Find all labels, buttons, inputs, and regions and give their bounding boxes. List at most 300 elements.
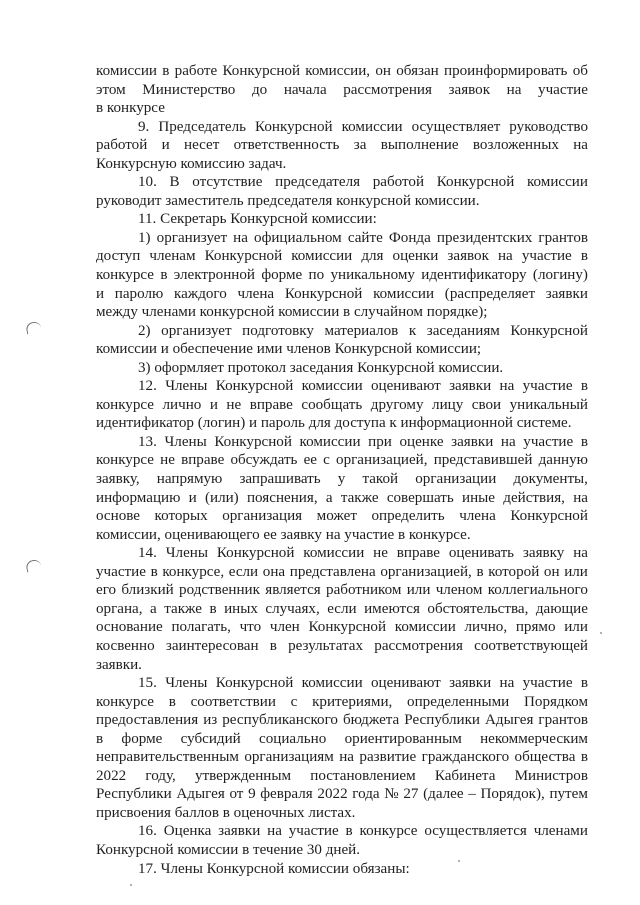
word: года <box>352 786 380 803</box>
word: (далее <box>423 786 464 803</box>
word: форме <box>121 730 163 747</box>
word: Конкурсной <box>510 322 588 339</box>
word: заседаниям <box>426 322 500 339</box>
word: подготовку <box>242 322 314 339</box>
word: – <box>468 786 476 803</box>
text-line <box>96 767 588 786</box>
word: оценки <box>392 248 439 265</box>
word: сообщать <box>301 396 363 413</box>
word: на <box>573 545 588 562</box>
word: за <box>353 137 367 154</box>
word: председателя <box>275 174 361 191</box>
word: грантов <box>538 712 588 729</box>
word: ответственность <box>233 137 340 154</box>
word: сайте <box>347 229 383 246</box>
text-line <box>96 748 588 767</box>
word: 14. <box>138 545 157 562</box>
word: форме <box>261 267 303 284</box>
word: Председатель <box>158 118 247 135</box>
word: 10. <box>138 174 157 191</box>
word: обязан <box>396 63 439 79</box>
word: официальном <box>254 229 342 246</box>
word: представившей <box>433 452 533 469</box>
word: участие <box>521 248 572 265</box>
word: Фонда <box>388 229 431 246</box>
word: данную <box>538 452 588 469</box>
word: работником <box>326 582 402 599</box>
word: выполнение <box>380 137 459 154</box>
word: членами <box>533 823 588 840</box>
word: и <box>209 396 218 413</box>
word: близкий <box>121 582 174 599</box>
word: иных <box>224 600 258 617</box>
word: другому <box>370 396 424 413</box>
text-line <box>96 433 588 452</box>
word: комиссии <box>373 285 435 302</box>
word: на <box>499 675 515 692</box>
word: организации <box>415 471 497 488</box>
text-line <box>96 711 588 730</box>
word: заявки <box>449 378 492 395</box>
word: рассмотрения <box>374 637 463 654</box>
word: его <box>96 582 117 599</box>
text-line: заявки. <box>96 656 142 673</box>
word: на <box>233 229 248 246</box>
word: что <box>239 619 262 636</box>
word: комиссии <box>301 675 363 692</box>
word: коллегиального <box>487 582 588 599</box>
word: Министров <box>514 767 588 784</box>
text-line <box>96 451 588 470</box>
word: Республики <box>404 712 481 729</box>
word: Конкурсной <box>308 619 387 636</box>
word: из <box>203 712 218 729</box>
word: Конкурсной <box>284 285 363 302</box>
word: в <box>580 433 588 450</box>
word: начала <box>283 81 327 98</box>
word: такой <box>362 471 399 488</box>
word: совершать <box>386 489 454 506</box>
word: комиссии, <box>305 63 371 79</box>
word: лицу <box>432 396 464 413</box>
text-line <box>96 396 588 415</box>
word: комиссии <box>96 63 158 79</box>
word: при <box>368 433 392 450</box>
word: путем <box>549 786 588 803</box>
word: которой <box>488 563 540 580</box>
word: участие <box>523 433 574 450</box>
word: президентских <box>436 229 533 246</box>
word: Конкурсной <box>204 248 283 265</box>
text-line: в конкурсе <box>96 100 165 117</box>
word: или <box>564 563 588 580</box>
word: развитие <box>359 749 417 766</box>
word: на <box>339 749 354 766</box>
word: определить <box>371 508 445 525</box>
word: документы, <box>513 471 588 488</box>
word: критериями, <box>312 693 393 710</box>
word: заявку, <box>96 471 140 488</box>
word: Министерство <box>142 81 236 98</box>
word: Члены <box>165 378 208 395</box>
word: в <box>345 823 353 840</box>
word: организация <box>222 508 303 525</box>
text-line <box>96 674 588 693</box>
text-line <box>96 693 588 712</box>
word: об <box>572 63 588 79</box>
word: участие <box>96 563 146 580</box>
word: оценивают <box>370 378 441 395</box>
word: в <box>168 693 176 710</box>
word: организует <box>156 229 228 246</box>
word: организациям <box>244 749 334 766</box>
word: Кабинета <box>434 767 496 784</box>
word: 13. <box>138 433 157 450</box>
word: неправительственным <box>96 749 239 766</box>
text-line <box>96 377 588 396</box>
scan-speck <box>600 632 602 634</box>
word: работе <box>174 63 218 79</box>
text-line: между членами конкурсной комиссии в случайном порядке); <box>96 304 488 321</box>
text-line: руководит заместитель председателя конкурсной комиссии. <box>96 192 480 209</box>
word: заявок <box>447 248 489 265</box>
word: может <box>316 508 357 525</box>
text-line <box>96 470 588 489</box>
text-line <box>96 118 588 137</box>
document-page <box>96 62 588 878</box>
word: в <box>580 749 588 766</box>
word: работой <box>372 174 425 191</box>
word: Республики <box>96 786 172 803</box>
word: в <box>162 63 170 79</box>
word: осуществляется <box>424 823 527 840</box>
text-line <box>96 229 588 248</box>
word: Порядком <box>524 693 588 710</box>
word: заявки <box>545 285 588 302</box>
word: Члены <box>164 433 207 450</box>
text-line: Конкурсную комиссию задач. <box>96 155 287 172</box>
text-line: 3) оформляет протокол заседания Конкурсной комиссии. <box>138 359 504 376</box>
text-line <box>96 507 588 526</box>
word: заинтересован <box>165 637 259 654</box>
word: заявки <box>451 433 494 450</box>
word: уникальный <box>509 396 588 413</box>
word: в <box>96 730 104 747</box>
word: лично, <box>464 619 508 636</box>
word: в <box>209 600 217 617</box>
word: если <box>327 600 357 617</box>
word: Адыгея <box>485 712 534 729</box>
word: 15. <box>138 675 157 692</box>
word: грантов <box>538 229 588 246</box>
word: а <box>150 600 157 617</box>
word: рассмотрения <box>343 81 432 98</box>
word: 9 <box>248 786 256 803</box>
word: до <box>251 81 268 98</box>
word: действия, <box>503 489 565 506</box>
word: в <box>476 563 484 580</box>
word: соответствующей <box>474 637 588 654</box>
word: на <box>573 137 588 154</box>
word: заявок <box>448 81 491 98</box>
word: пояснения, <box>246 489 318 506</box>
word: комиссии <box>526 174 588 191</box>
word: полагать, <box>171 619 231 636</box>
word: 1) <box>138 229 151 246</box>
word: 9. <box>138 118 150 135</box>
text-line <box>96 285 588 304</box>
word: на <box>497 248 513 265</box>
word: по <box>308 267 325 284</box>
text-line: идентификатор (логин) и пароль для доступа к информационной системе. <box>96 415 572 432</box>
word: запрашивать <box>239 471 321 488</box>
word: к <box>408 322 417 339</box>
text-line <box>96 173 588 192</box>
text-line: 11. Секретарь Конкурсной комиссии: <box>138 211 377 228</box>
word: прямо <box>515 619 556 636</box>
text-line: Конкурсной комиссии в течение 30 дней. <box>96 841 361 858</box>
word: информацию <box>96 489 181 506</box>
text-line <box>96 730 588 749</box>
text-line: комиссии, оценивающего ее заявку на участие в конкурсе. <box>96 526 471 543</box>
word: работой <box>96 137 148 154</box>
word: на <box>573 489 588 506</box>
word: у <box>337 471 346 488</box>
word: не <box>160 452 175 469</box>
word: участие <box>288 823 339 840</box>
word: (или) <box>204 489 239 506</box>
word: 27 <box>403 786 419 803</box>
punch-hole-mark-top <box>25 321 42 335</box>
text-line <box>96 266 588 285</box>
word: вправе <box>396 545 440 562</box>
word: отсутствие <box>192 174 263 191</box>
word: участие <box>538 81 588 98</box>
word: на <box>506 81 522 98</box>
word: заявки <box>218 823 261 840</box>
word: конкурсе, <box>162 563 225 580</box>
text-line <box>96 785 588 804</box>
word: заявки <box>449 675 492 692</box>
word: Порядок), <box>480 786 545 803</box>
word: и <box>188 489 197 506</box>
text-line <box>96 136 588 155</box>
word: республиканского <box>222 712 338 729</box>
word: Члены <box>165 675 208 692</box>
word: с <box>290 693 298 710</box>
word: № <box>384 786 399 803</box>
word: субсидий <box>180 730 241 747</box>
word: 2) <box>138 322 151 339</box>
text-line <box>96 62 588 81</box>
word: году, <box>145 767 176 784</box>
text-line <box>96 247 588 266</box>
scan-speck <box>130 884 132 886</box>
text-line: комиссии и обеспечение ими членов Конкурсной комиссии; <box>96 341 482 358</box>
word: представлена <box>289 563 376 580</box>
word: Конкурсной <box>255 118 333 135</box>
word: несет <box>184 137 220 154</box>
text-line <box>96 81 588 100</box>
word: конкурсе <box>96 452 154 469</box>
word: вправе <box>181 452 225 469</box>
word: каждого <box>173 285 227 302</box>
word: комиссии <box>341 118 403 135</box>
text-line <box>96 489 588 508</box>
word: (распределяет <box>444 285 536 302</box>
word: которых <box>154 508 208 525</box>
word: косвенно <box>96 637 155 654</box>
word: а <box>325 489 333 506</box>
word: обстоятельства, <box>427 600 529 617</box>
word: член <box>269 619 300 636</box>
word: в <box>269 637 277 654</box>
word: общества <box>514 749 576 766</box>
word: в <box>580 675 588 692</box>
word: члена <box>459 508 496 525</box>
word: соответствии <box>190 693 276 710</box>
word: конкурсе <box>96 267 154 284</box>
word: (логину) <box>532 267 588 284</box>
text-line <box>96 637 588 656</box>
word: электронной <box>173 267 255 284</box>
text-line <box>96 322 588 341</box>
punch-hole-mark-bottom <box>25 559 42 573</box>
word: Оценка <box>163 823 212 840</box>
text-line <box>96 563 588 582</box>
word: или <box>564 619 588 636</box>
word: В <box>169 174 180 191</box>
word: напрямую <box>156 471 223 488</box>
word: организацией, <box>336 452 428 469</box>
word: паролю <box>114 285 164 302</box>
word: комиссии <box>301 378 363 395</box>
word: организует <box>161 322 232 339</box>
word: в <box>580 248 588 265</box>
word: оценке <box>399 433 444 450</box>
word: членом <box>435 582 483 599</box>
text-line <box>96 600 588 619</box>
word: или <box>406 582 431 599</box>
word: конкурсе <box>96 396 154 413</box>
word: 16. <box>138 823 157 840</box>
word: 12. <box>138 378 157 395</box>
word: свои <box>471 396 502 413</box>
word: комиссии <box>394 619 456 636</box>
word: осуществляет <box>411 118 501 135</box>
word: уникальному <box>330 267 415 284</box>
text-line: 17. Члены Конкурсной комиссии обязаны: <box>138 860 410 877</box>
word: также <box>164 600 202 617</box>
word: члена <box>237 285 275 302</box>
word: 2022 <box>96 767 127 784</box>
word: бюджета <box>342 712 400 729</box>
word: на <box>499 378 515 395</box>
word: конкурсе <box>96 693 154 710</box>
word: органа, <box>96 600 143 617</box>
word: некоммерческим <box>480 730 588 747</box>
word: комиссии <box>291 248 353 265</box>
word: Конкурсной <box>436 174 515 191</box>
text-line <box>96 618 588 637</box>
word: на <box>267 823 282 840</box>
word: участие <box>522 675 573 692</box>
word: Конкурсной <box>215 675 294 692</box>
word: лично <box>162 396 202 413</box>
word: ориентированным <box>344 730 462 747</box>
word: этом <box>96 81 126 98</box>
text-line: присвоения баллов в оценочных листах. <box>96 804 356 821</box>
word: если <box>228 563 259 580</box>
word: конкурсе <box>359 823 418 840</box>
word: организацией, <box>380 563 472 580</box>
word: дающие <box>535 600 588 617</box>
word: Конкурсной <box>215 378 294 395</box>
word: материалов <box>324 322 399 339</box>
word: и <box>161 137 170 154</box>
word: оценивают <box>370 675 441 692</box>
word: ее <box>303 452 317 469</box>
word: доступ <box>96 248 141 265</box>
word: Адыгея <box>176 786 225 803</box>
word: основание <box>96 619 163 636</box>
word: постановлением <box>310 767 416 784</box>
word: является <box>265 582 321 599</box>
word: гражданского <box>421 749 510 766</box>
word: случаях, <box>265 600 320 617</box>
text-line <box>96 544 588 563</box>
word: обсуждать <box>230 452 298 469</box>
word: утвержденным <box>194 767 292 784</box>
word: не <box>373 545 388 562</box>
word: вправе <box>249 396 293 413</box>
word: заявку <box>522 545 565 562</box>
word: руководство <box>509 118 588 135</box>
word: от <box>229 786 244 803</box>
word: участие <box>522 378 573 395</box>
word: идентификатору <box>421 267 527 284</box>
word: Члены <box>165 545 208 562</box>
word: родственник <box>179 582 260 599</box>
word: февраля <box>260 786 313 803</box>
word: не <box>226 396 242 413</box>
word: Конкурсной <box>222 63 301 79</box>
word: для <box>361 248 384 265</box>
word: в <box>150 563 158 580</box>
word: Конкурсной <box>216 545 295 562</box>
word: комиссии <box>299 433 361 450</box>
word: иные <box>462 489 496 506</box>
word: проинформировать <box>444 63 568 79</box>
word: он <box>375 63 391 79</box>
word: оценивать <box>448 545 515 562</box>
word: основе <box>96 508 140 525</box>
word: она <box>262 563 286 580</box>
word: комиссии <box>303 545 365 562</box>
word: также <box>340 489 379 506</box>
word: возложенных <box>472 137 559 154</box>
word: социально <box>259 730 327 747</box>
word: Конкурсной <box>510 508 588 525</box>
word: имеются <box>364 600 420 617</box>
word: в <box>580 378 588 395</box>
word: членам <box>149 248 196 265</box>
word: с <box>323 452 330 469</box>
word: на <box>500 433 516 450</box>
word: 2022 <box>317 786 348 803</box>
word: он <box>543 563 560 580</box>
word: и <box>96 285 105 302</box>
